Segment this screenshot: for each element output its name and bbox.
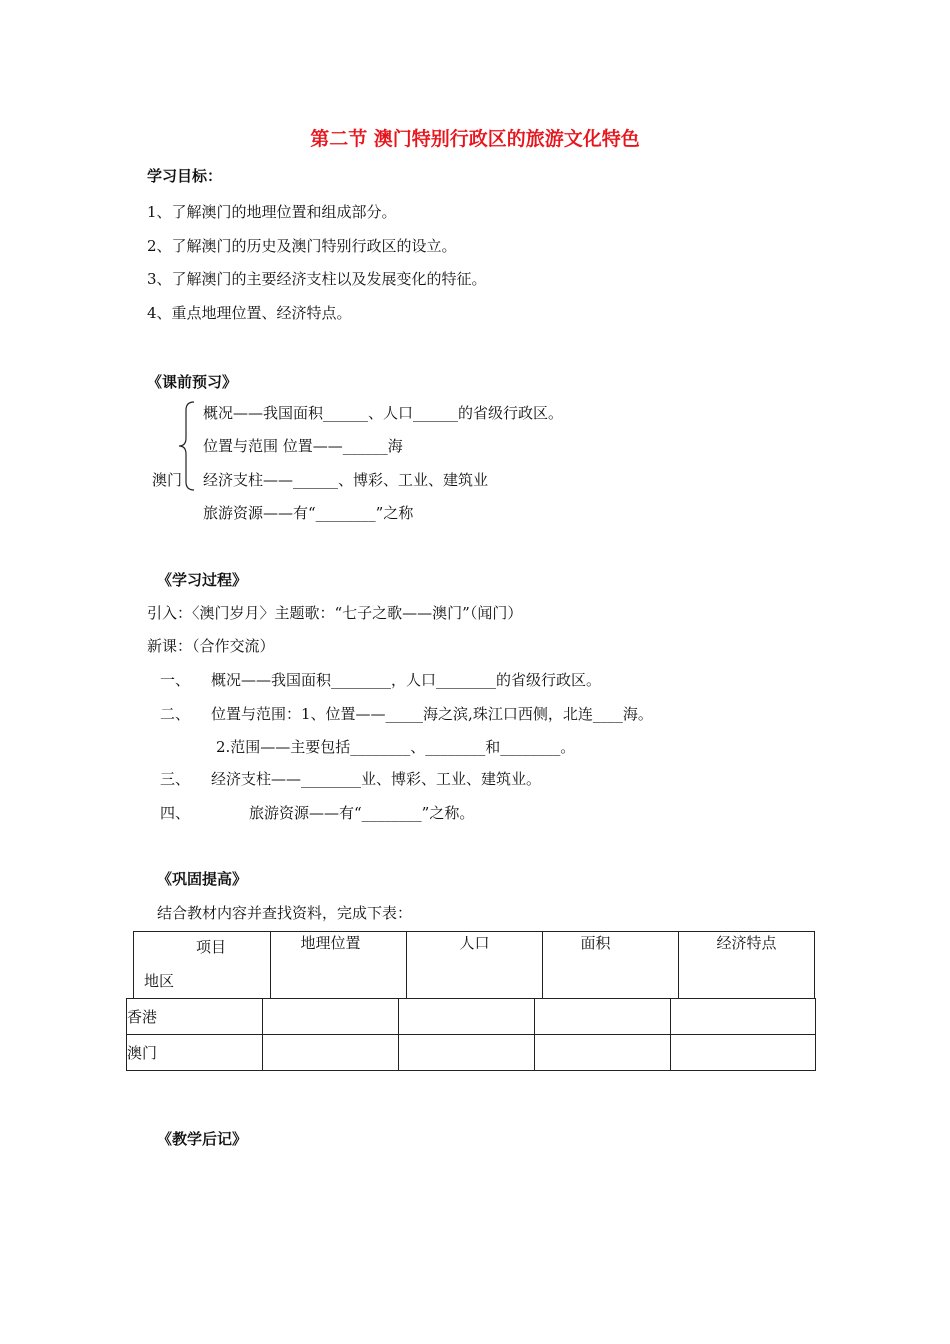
process-item-text: 旅游资源——有“________”之称。: [249, 804, 475, 822]
corner-top-label: 项目: [196, 938, 227, 956]
postscript-heading: 《教学后记》: [157, 1130, 248, 1148]
macau-label: 澳门: [152, 471, 183, 489]
table-cell[interactable]: [399, 1035, 535, 1071]
process-heading: 《学习过程》: [157, 571, 248, 589]
process-item-text: 2.范围——主要包括________、________和________。: [216, 738, 576, 756]
table-corner-cell: [134, 932, 271, 999]
process-item-number: 一、: [160, 671, 191, 689]
table-row: [127, 1035, 816, 1071]
objectives-heading: 学习目标：: [147, 167, 223, 185]
process-item-text: 概况——我国面积________，人口________的省级行政区。: [211, 671, 602, 689]
row-label: 澳门: [127, 1035, 263, 1071]
corner-bottom-label: 地区: [144, 972, 175, 990]
table-header: [133, 931, 815, 999]
preview-line: 位置与范围 位置——______海: [203, 437, 403, 455]
table-cell[interactable]: [399, 999, 535, 1035]
column-header: 人口: [407, 932, 543, 999]
table-cell[interactable]: [671, 1035, 816, 1071]
process-item-text: 经济支柱——________业、博彩、工业、建筑业。: [211, 770, 542, 788]
table-cell[interactable]: [535, 999, 671, 1035]
column-header: 经济特点: [679, 932, 815, 999]
preview-line: 旅游资源——有“________”之称: [203, 504, 414, 522]
preview-line: 概况——我国面积______、人口______的省级行政区。: [203, 404, 564, 422]
process-item-number: 三、: [160, 770, 191, 788]
column-header: 面积: [543, 932, 679, 999]
table-cell[interactable]: [263, 1035, 399, 1071]
consolidate-instruction: 结合教材内容并查找资料，完成下表：: [157, 904, 413, 922]
process-item-text: 位置与范围：1、位置——_____海之滨,珠江口西侧，北连____海。: [211, 705, 653, 723]
process-new-lesson: 新课：（合作交流）: [147, 637, 275, 655]
page-title: 第二节 澳门特别行政区的旅游文化特色: [310, 128, 640, 150]
objective-item: 4、重点地理位置、经济特点。: [147, 304, 352, 322]
row-label: 香港: [127, 999, 263, 1035]
table-cell[interactable]: [535, 1035, 671, 1071]
preview-line: 经济支柱——______、博彩、工业、建筑业: [203, 471, 489, 489]
preview-heading: 《课前预习》: [147, 373, 238, 391]
table-row: [127, 999, 816, 1035]
table-cell[interactable]: [671, 999, 816, 1035]
process-item-number: 二、: [160, 705, 191, 723]
table-cell[interactable]: [263, 999, 399, 1035]
column-header: 地理位置: [271, 932, 407, 999]
objective-item: 2、了解澳门的历史及澳门特别行政区的设立。: [147, 237, 457, 255]
process-item-number: 四、: [160, 804, 191, 822]
data-table: [126, 998, 816, 1071]
process-intro: 引入：〈澳门岁月〉主题歌：“七子之歌——澳门”（闻门）: [147, 604, 523, 622]
objective-item: 1、了解澳门的地理位置和组成部分。: [147, 203, 397, 221]
objective-item: 3、了解澳门的主要经济支柱以及发展变化的特征。: [147, 270, 487, 288]
consolidate-heading: 《巩固提高》: [157, 870, 248, 888]
